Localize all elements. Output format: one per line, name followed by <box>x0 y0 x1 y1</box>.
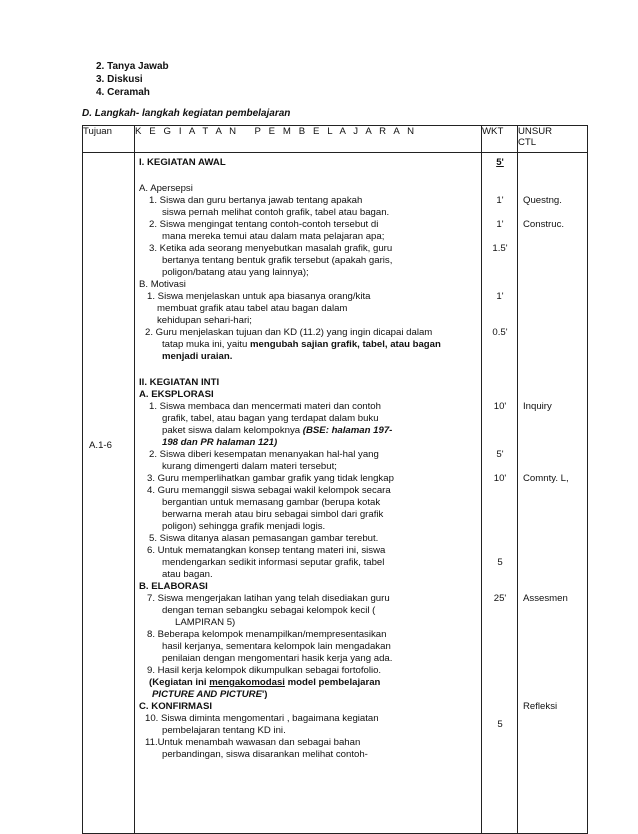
header-tujuan: Tujuan <box>83 126 135 153</box>
unsur-value: Construc. <box>523 219 565 230</box>
unsur-value: Refleksi <box>523 701 558 712</box>
subsection-title: B. ELABORASI <box>139 581 208 592</box>
tujuan-cell <box>83 153 134 833</box>
wkt-value: 1' <box>496 219 504 230</box>
step-line: 2. Guru menjelaskan tujuan dan KD (11.2) yang ingin dicapai dalam <box>145 327 433 338</box>
step-line: 6. Untuk mematangkan konsep tentang materi ini, siswa <box>147 545 386 556</box>
subsection-title: A. EKSPLORASI <box>139 389 214 400</box>
kegiatan-cell <box>135 153 481 833</box>
step-line: atau bagan. <box>162 569 213 580</box>
step-line: 198 dan PR halaman 121) <box>162 437 278 448</box>
step-line: menjadi uraian. <box>162 351 233 362</box>
step-line: siswa pernah melihat contoh grafik, tabel atau bagan. <box>162 207 390 218</box>
unsur-value: Inquiry <box>523 401 552 412</box>
step-line: membuat grafik atau tabel atau bagan dalam <box>157 303 348 314</box>
step-line: PICTURE AND PICTURE') <box>152 689 268 700</box>
step-line: 2. Siswa mengingat tentang contoh-contoh tersebut di <box>149 219 379 230</box>
step-line: hasil kerjanya, sementara kelompok lain mengadakan <box>162 641 391 652</box>
step-line: kehidupan sehari-hari; <box>157 315 252 326</box>
wkt-value: 10' <box>493 401 507 412</box>
step-line: pembelajaran tentang KD ini. <box>162 725 286 736</box>
unsur-cell <box>518 153 587 833</box>
section-title: I. KEGIATAN AWAL <box>139 157 226 168</box>
step-line: penilaian dengan mengomentari hasik kerja yang ada. <box>162 653 393 664</box>
header-kegiatan: K E G I A T A N P E M B E L A J A R A N <box>135 126 482 153</box>
step-line: 3. Ketika ada seorang menyebutkan masalah grafik, guru <box>149 243 393 254</box>
step-line: poligon) sehingga grafik menjadi logis. <box>162 521 326 532</box>
step-line: (Kegiatan ini mengakomodasi model pembelajaran <box>149 677 381 688</box>
step-line: bertanya tentang bentuk grafik tersebut (apakah garis, <box>162 255 393 266</box>
header-unsur-line1: UNSUR <box>518 126 553 137</box>
step-line: 4. Guru memanggil siswa sebagai wakil kelompok secara <box>147 485 391 496</box>
step-line: perbandingan, siswa disarankan melihat contoh- <box>162 749 368 760</box>
subsection-title: C. KONFIRMASI <box>139 701 213 712</box>
step-line: 1. Siswa dan guru bertanya jawab tentang apakah <box>149 195 363 206</box>
step-line: berwarna merah atau biru sebagai simbol dari grafik <box>162 509 384 520</box>
wkt-value: 0.5' <box>492 327 508 338</box>
wkt-value: 5 <box>497 719 503 730</box>
step-line: 2. Siswa diberi kesempatan menanyakan hal-hal yang <box>149 449 379 460</box>
unsur-value: Assesmen <box>523 593 568 604</box>
unsur-value: Questng. <box>523 195 562 206</box>
step-line: 9. Hasil kerja kelompok dikumpulkan sebagai fortofolio. <box>147 665 382 676</box>
method-item: 2. Tanya Jawab <box>96 61 169 72</box>
header-wkt: WKT <box>482 126 518 153</box>
method-item: 3. Diskusi <box>96 74 143 85</box>
table-header-row <box>83 126 588 153</box>
step-line: 1. Siswa membaca dan mencermati materi dan contoh <box>149 401 381 412</box>
wkt-value: 5' <box>496 449 504 460</box>
step-line: 5. Siswa ditanya alasan pemasangan gambar terebut. <box>149 533 379 544</box>
tujuan-value: A.1-6 <box>89 440 112 451</box>
wkt-value: 1' <box>496 195 504 206</box>
wkt-value: 1' <box>496 291 504 302</box>
header-unsur <box>518 126 588 153</box>
wkt-value: 25' <box>493 593 507 604</box>
step-line: LAMPIRAN 5) <box>175 617 236 628</box>
step-line: 7. Siswa mengerjakan latihan yang telah disediakan guru <box>147 593 390 604</box>
method-item: 4. Ceramah <box>96 87 150 98</box>
wkt-value: 5' <box>496 157 504 168</box>
step-line: 8. Beberapa kelompok menampilkan/mempresentasikan <box>147 629 387 640</box>
wkt-value: 5 <box>497 557 503 568</box>
lesson-steps-table <box>82 125 588 834</box>
section-title: II. KEGIATAN INTI <box>139 377 220 388</box>
step-line: kurang dimengerti dalam materi tersebut; <box>162 461 337 472</box>
step-line: mendengarkan sedikit informasi seputar grafik, tabel <box>162 557 385 568</box>
step-line: paket siswa dalam kelompoknya (BSE: halaman 197- <box>162 425 393 436</box>
step-line: 11.Untuk menambah wawasan dan sebagai bahan <box>145 737 361 748</box>
wkt-value: 1.5' <box>492 243 508 254</box>
step-line: tatap muka ini, yaitu mengubah sajian grafik, tabel, atau bagan <box>162 339 441 350</box>
step-line: 10. Siswa diminta mengomentari , bagaimana kegiatan <box>145 713 379 724</box>
step-line: mana mereka temui atau dalam mata pelajaran apa; <box>162 231 385 242</box>
step-line: poligon/batang atau yang lainnya); <box>162 267 309 278</box>
step-line: bergantian untuk memasang gambar (berupa kotak <box>162 497 381 508</box>
wkt-value: 10' <box>493 473 507 484</box>
subsection-title: A. Apersepsi <box>139 183 193 194</box>
section-heading: D. Langkah- langkah kegiatan pembelajaran <box>82 108 291 119</box>
unsur-value: Comnty. L, <box>523 473 569 484</box>
subsection-title: B. Motivasi <box>139 279 186 290</box>
table-body-row <box>83 153 588 834</box>
step-line: dengan teman sebangku sebagai kelompok kecil ( <box>162 605 376 616</box>
header-unsur-line2: CTL <box>518 137 537 148</box>
step-line: 3. Guru memperlihatkan gambar grafik yang tidak lengkap <box>147 473 394 484</box>
wkt-cell <box>482 153 517 833</box>
step-line: 1. Siswa menjelaskan untuk apa biasanya orang/kita <box>147 291 371 302</box>
step-line: grafik, tabel, atau bagan yang terdapat dalam buku <box>162 413 379 424</box>
